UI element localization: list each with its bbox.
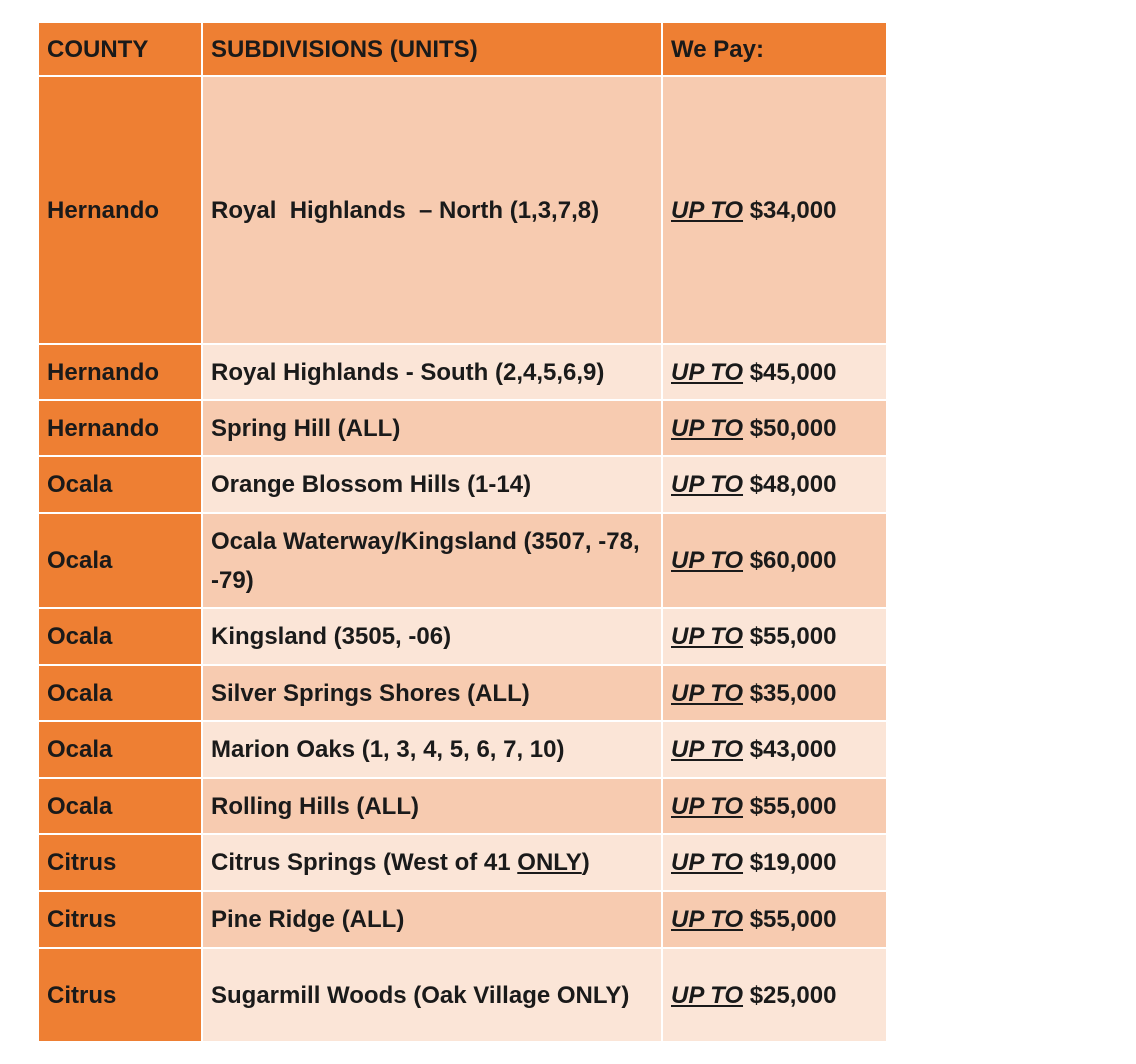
up-to-label: UP TO — [671, 981, 744, 1009]
table-row — [38, 778, 887, 834]
pay-header: We Pay: — [662, 22, 887, 76]
county-cell: Citrus — [38, 834, 202, 891]
up-to-label: UP TO — [671, 414, 744, 442]
subdivision-cell: Royal Highlands – North (1,3,7,8) — [202, 76, 662, 344]
pay-cell — [662, 608, 887, 665]
table-row — [38, 456, 887, 513]
pay-cell — [662, 834, 887, 891]
county-cell: Ocala — [38, 665, 202, 721]
pay-cell — [662, 400, 887, 456]
amount: $50,000 — [749, 414, 837, 442]
up-to-label: UP TO — [671, 849, 744, 876]
subdivision-cell — [202, 834, 662, 891]
table-row — [38, 948, 887, 1042]
county-cell: Ocala — [38, 456, 202, 513]
table-row — [38, 400, 887, 456]
county-cell: Hernando — [38, 400, 202, 456]
subdivision-cell: Spring Hill (ALL) — [202, 400, 662, 456]
table-row — [38, 891, 887, 948]
table-row — [38, 608, 887, 665]
subdivision-cell: Silver Springs Shores (ALL) — [202, 665, 662, 721]
table-header-row — [38, 22, 887, 76]
subdivision-text: Citrus Springs (West of 41 — [211, 849, 518, 876]
table-row — [38, 834, 887, 891]
amount: $19,000 — [749, 849, 837, 876]
county-header: COUNTY — [38, 22, 202, 76]
county-cell: Ocala — [38, 778, 202, 834]
subdivision-cell: Marion Oaks (1, 3, 4, 5, 6, 7, 10) — [202, 721, 662, 778]
subdivision-cell: Royal Highlands - South (2,4,5,6,9) — [202, 344, 662, 400]
amount: $55,000 — [749, 906, 837, 933]
only-emphasis: ONLY — [517, 849, 582, 876]
amount: $43,000 — [749, 736, 837, 763]
table-row — [38, 76, 887, 344]
amount: $55,000 — [749, 792, 837, 820]
amount: $35,000 — [749, 679, 837, 707]
table-row — [38, 665, 887, 721]
county-cell: Ocala — [38, 721, 202, 778]
pay-cell — [662, 778, 887, 834]
pay-cell — [662, 891, 887, 948]
up-to-label: UP TO — [671, 623, 744, 650]
pay-cell — [662, 513, 887, 608]
subdivision-cell: Pine Ridge (ALL) — [202, 891, 662, 948]
subdivision-cell: Sugarmill Woods (Oak Village ONLY) — [202, 948, 662, 1042]
up-to-label: UP TO — [671, 547, 744, 574]
county-cell: Hernando — [38, 76, 202, 344]
up-to-label: UP TO — [671, 196, 744, 224]
pay-cell — [662, 665, 887, 721]
pay-cell — [662, 76, 887, 344]
subdivision-cell: Kingsland (3505, -06) — [202, 608, 662, 665]
amount: $55,000 — [749, 623, 837, 650]
subdivision-suffix: ) — [581, 849, 590, 876]
subdivision-cell: Rolling Hills (ALL) — [202, 778, 662, 834]
county-cell: Hernando — [38, 344, 202, 400]
up-to-label: UP TO — [671, 679, 744, 707]
subdivision-cell: Ocala Waterway/Kingsland (3507, -78, -79) — [202, 513, 662, 608]
amount: $45,000 — [749, 358, 837, 386]
county-cell: Ocala — [38, 608, 202, 665]
subdivision-cell: Orange Blossom Hills (1-14) — [202, 456, 662, 513]
pay-cell — [662, 721, 887, 778]
amount: $60,000 — [749, 547, 837, 574]
table-row — [38, 721, 887, 778]
up-to-label: UP TO — [671, 906, 744, 933]
up-to-label: UP TO — [671, 358, 744, 386]
up-to-label: UP TO — [671, 736, 744, 763]
pay-table — [37, 21, 888, 1043]
amount: $48,000 — [749, 471, 837, 498]
county-cell: Ocala — [38, 513, 202, 608]
amount: $34,000 — [749, 196, 837, 224]
subdivisions-header: SUBDIVISIONS (UNITS) — [202, 22, 662, 76]
county-cell: Citrus — [38, 891, 202, 948]
county-cell: Citrus — [38, 948, 202, 1042]
pay-cell — [662, 948, 887, 1042]
up-to-label: UP TO — [671, 792, 744, 820]
amount: $25,000 — [749, 981, 837, 1009]
pay-cell — [662, 456, 887, 513]
table-row — [38, 513, 887, 608]
pay-cell — [662, 344, 887, 400]
up-to-label: UP TO — [671, 471, 744, 498]
table-row — [38, 344, 887, 400]
